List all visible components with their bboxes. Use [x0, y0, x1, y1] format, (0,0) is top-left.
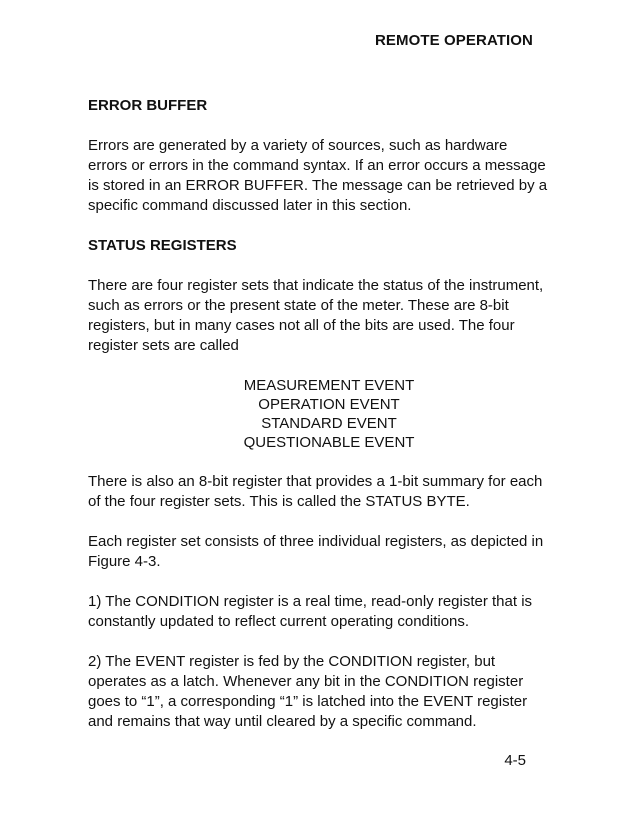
- register-composition-paragraph: Each register set consists of three individual registers, as depicted in Figure 4-3.: [88, 533, 544, 570]
- page-number: 4-5: [504, 752, 526, 769]
- register-set-item: STANDARD EVENT: [261, 415, 397, 432]
- register-set-item: QUESTIONABLE EVENT: [243, 434, 415, 451]
- register-set-item: MEASUREMENT EVENT: [243, 377, 415, 394]
- condition-register-paragraph: 1) The CONDITION register is a real time, read-only register that is constantly updated to reflect current operating conditions.: [88, 593, 533, 630]
- error-buffer-heading: ERROR BUFFER: [88, 97, 208, 114]
- status-registers-heading: STATUS REGISTERS: [88, 237, 237, 254]
- register-set-item: OPERATION EVENT: [258, 396, 400, 413]
- running-header: REMOTE OPERATION: [375, 32, 533, 49]
- page-content: [88, 96, 548, 732]
- event-register-paragraph: 2) The EVENT register is fed by the CONDITION register, but operates as a latch. Whenever any bit in the CONDITION register goes to “1”, a corresponding “1” is latched into the EVENT register and remains that way until cleared by a specific command.: [88, 653, 528, 730]
- register-set-list: [110, 376, 548, 452]
- status-registers-intro: There are four register sets that indicate the status of the instrument, such as errors or the present state of the meter. These are 8-bit registers, but in many cases not all of the bits are used. The four register sets are called: [88, 277, 544, 354]
- error-buffer-paragraph: Errors are generated by a variety of sources, such as hardware errors or errors in the command syntax. If an error occurs a message is stored in an ERROR BUFFER. The message can be retrieved by a specific command discussed later in this section.: [88, 137, 548, 214]
- status-byte-paragraph: There is also an 8-bit register that provides a 1-bit summary for each of the four register sets. This is called the STATUS BYTE.: [88, 473, 543, 510]
